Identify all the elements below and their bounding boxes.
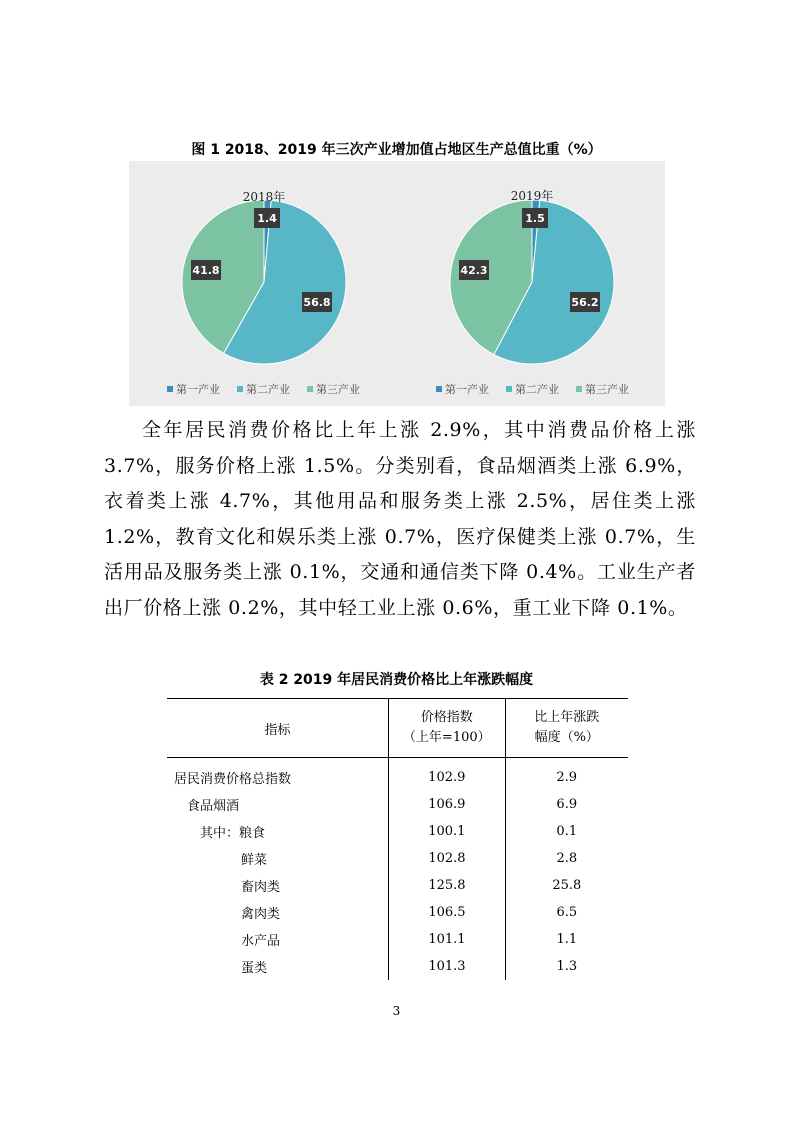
row-name: 蛋类 xyxy=(241,961,268,976)
svg-text:第一产业: 第一产业 xyxy=(176,383,220,396)
row-name: 居民消费价格总指数 xyxy=(174,772,292,787)
table-header-row xyxy=(167,698,628,758)
header-change-line1: 比上年涨跌 xyxy=(534,710,600,725)
row-name: 鲜菜 xyxy=(241,853,268,868)
row-index: 102.9 xyxy=(388,764,504,791)
header-price-index-line1: 价格指数 xyxy=(420,710,473,725)
pie-charts-panel xyxy=(129,161,665,406)
row-change: 0.1 xyxy=(505,818,628,845)
svg-text:56.8: 56.8 xyxy=(303,296,331,309)
page-number: 3 xyxy=(392,1004,401,1018)
svg-text:41.8: 41.8 xyxy=(192,264,220,277)
svg-text:第一产业: 第一产业 xyxy=(445,383,489,396)
body-paragraph: 全年居民消费价格比上年上涨 2.9%，其中消费品价格上涨 3.7%，服务价格上涨 1.5%。分类别看，食品烟酒类上涨 6.9%，衣着类上涨 4.7%，其他用品和服务类上涨 2.5%，居住类上涨 1.2%，教育文化和娱乐类上涨 0.7%，医疗保健类上涨 0.7%，生活用品及服务类上涨 0.1%，交通和通信类下降 0.4%。工业生产者出厂价格上涨 0.2%，其中轻工业上涨 0.6%，重工业下降 0.1%。 xyxy=(104,419,696,619)
svg-text:第三产业: 第三产业 xyxy=(585,383,629,396)
row-index: 125.8 xyxy=(388,872,504,899)
legend-item-2018-1 xyxy=(167,382,220,396)
row-index: 101.3 xyxy=(388,953,504,980)
row-change: 6.5 xyxy=(505,899,628,926)
svg-text:42.3: 42.3 xyxy=(460,264,488,277)
row-name: 水产品 xyxy=(241,934,281,949)
table-row xyxy=(167,791,628,818)
pie-data-label-2018-1 xyxy=(254,208,280,228)
header-price-index-line2: （上年=100） xyxy=(402,730,491,745)
row-change: 2.9 xyxy=(505,764,628,791)
legend-item-2018-3 xyxy=(307,382,360,396)
row-name: 食品烟酒 xyxy=(187,799,240,814)
pie-data-label-2018-3 xyxy=(191,260,221,280)
legend-item-2018-2 xyxy=(237,382,290,396)
table-title: 表 2 2019 年居民消费价格比上年涨跌幅度 xyxy=(259,672,534,688)
row-change: 1.3 xyxy=(505,953,628,980)
row-name: 畜肉类 xyxy=(241,880,281,895)
row-index: 100.1 xyxy=(388,818,504,845)
table-row xyxy=(167,818,628,845)
table-row xyxy=(167,845,628,872)
pie-title-2018: 2018年 xyxy=(242,190,286,204)
row-name: 其中：粮食 xyxy=(200,826,266,841)
row-index: 106.5 xyxy=(388,899,504,926)
row-change: 6.9 xyxy=(505,791,628,818)
figure-title: 图 1 2018、2019 年三次产业增加值占地区生产总值比重（%） xyxy=(191,142,602,158)
cpi-table xyxy=(167,698,628,980)
table-row xyxy=(167,953,628,980)
row-change: 2.8 xyxy=(505,845,628,872)
svg-text:第二产业: 第二产业 xyxy=(246,383,290,396)
pie-charts xyxy=(129,161,665,406)
header-change-line2: 幅度（%） xyxy=(534,730,599,745)
legend-item-2019-2 xyxy=(506,382,559,396)
svg-text:1.5: 1.5 xyxy=(525,212,545,225)
header-change xyxy=(505,699,628,757)
pie-data-label-2019-1 xyxy=(522,208,548,228)
legend-item-2019-3 xyxy=(576,382,629,396)
row-name: 禽肉类 xyxy=(241,907,281,922)
row-change: 1.1 xyxy=(505,926,628,953)
row-index: 106.9 xyxy=(388,791,504,818)
pie-data-label-2019-3 xyxy=(459,260,489,280)
row-index: 102.8 xyxy=(388,845,504,872)
row-change: 25.8 xyxy=(505,872,628,899)
pie-data-label-2019-2 xyxy=(570,292,600,312)
table-row xyxy=(167,926,628,953)
row-index: 101.1 xyxy=(388,926,504,953)
pie-title-2019: 2019年 xyxy=(510,189,554,203)
table-row xyxy=(167,872,628,899)
table-row xyxy=(167,899,628,926)
pie-data-label-2018-2 xyxy=(302,292,332,312)
svg-text:第二产业: 第二产业 xyxy=(515,383,559,396)
table-row xyxy=(167,764,628,791)
header-price-index xyxy=(388,699,505,757)
svg-text:56.2: 56.2 xyxy=(571,296,599,309)
svg-text:第三产业: 第三产业 xyxy=(316,383,360,396)
svg-text:1.4: 1.4 xyxy=(257,212,277,225)
legend-item-2019-1 xyxy=(436,382,489,396)
header-indicator: 指标 xyxy=(264,722,291,738)
